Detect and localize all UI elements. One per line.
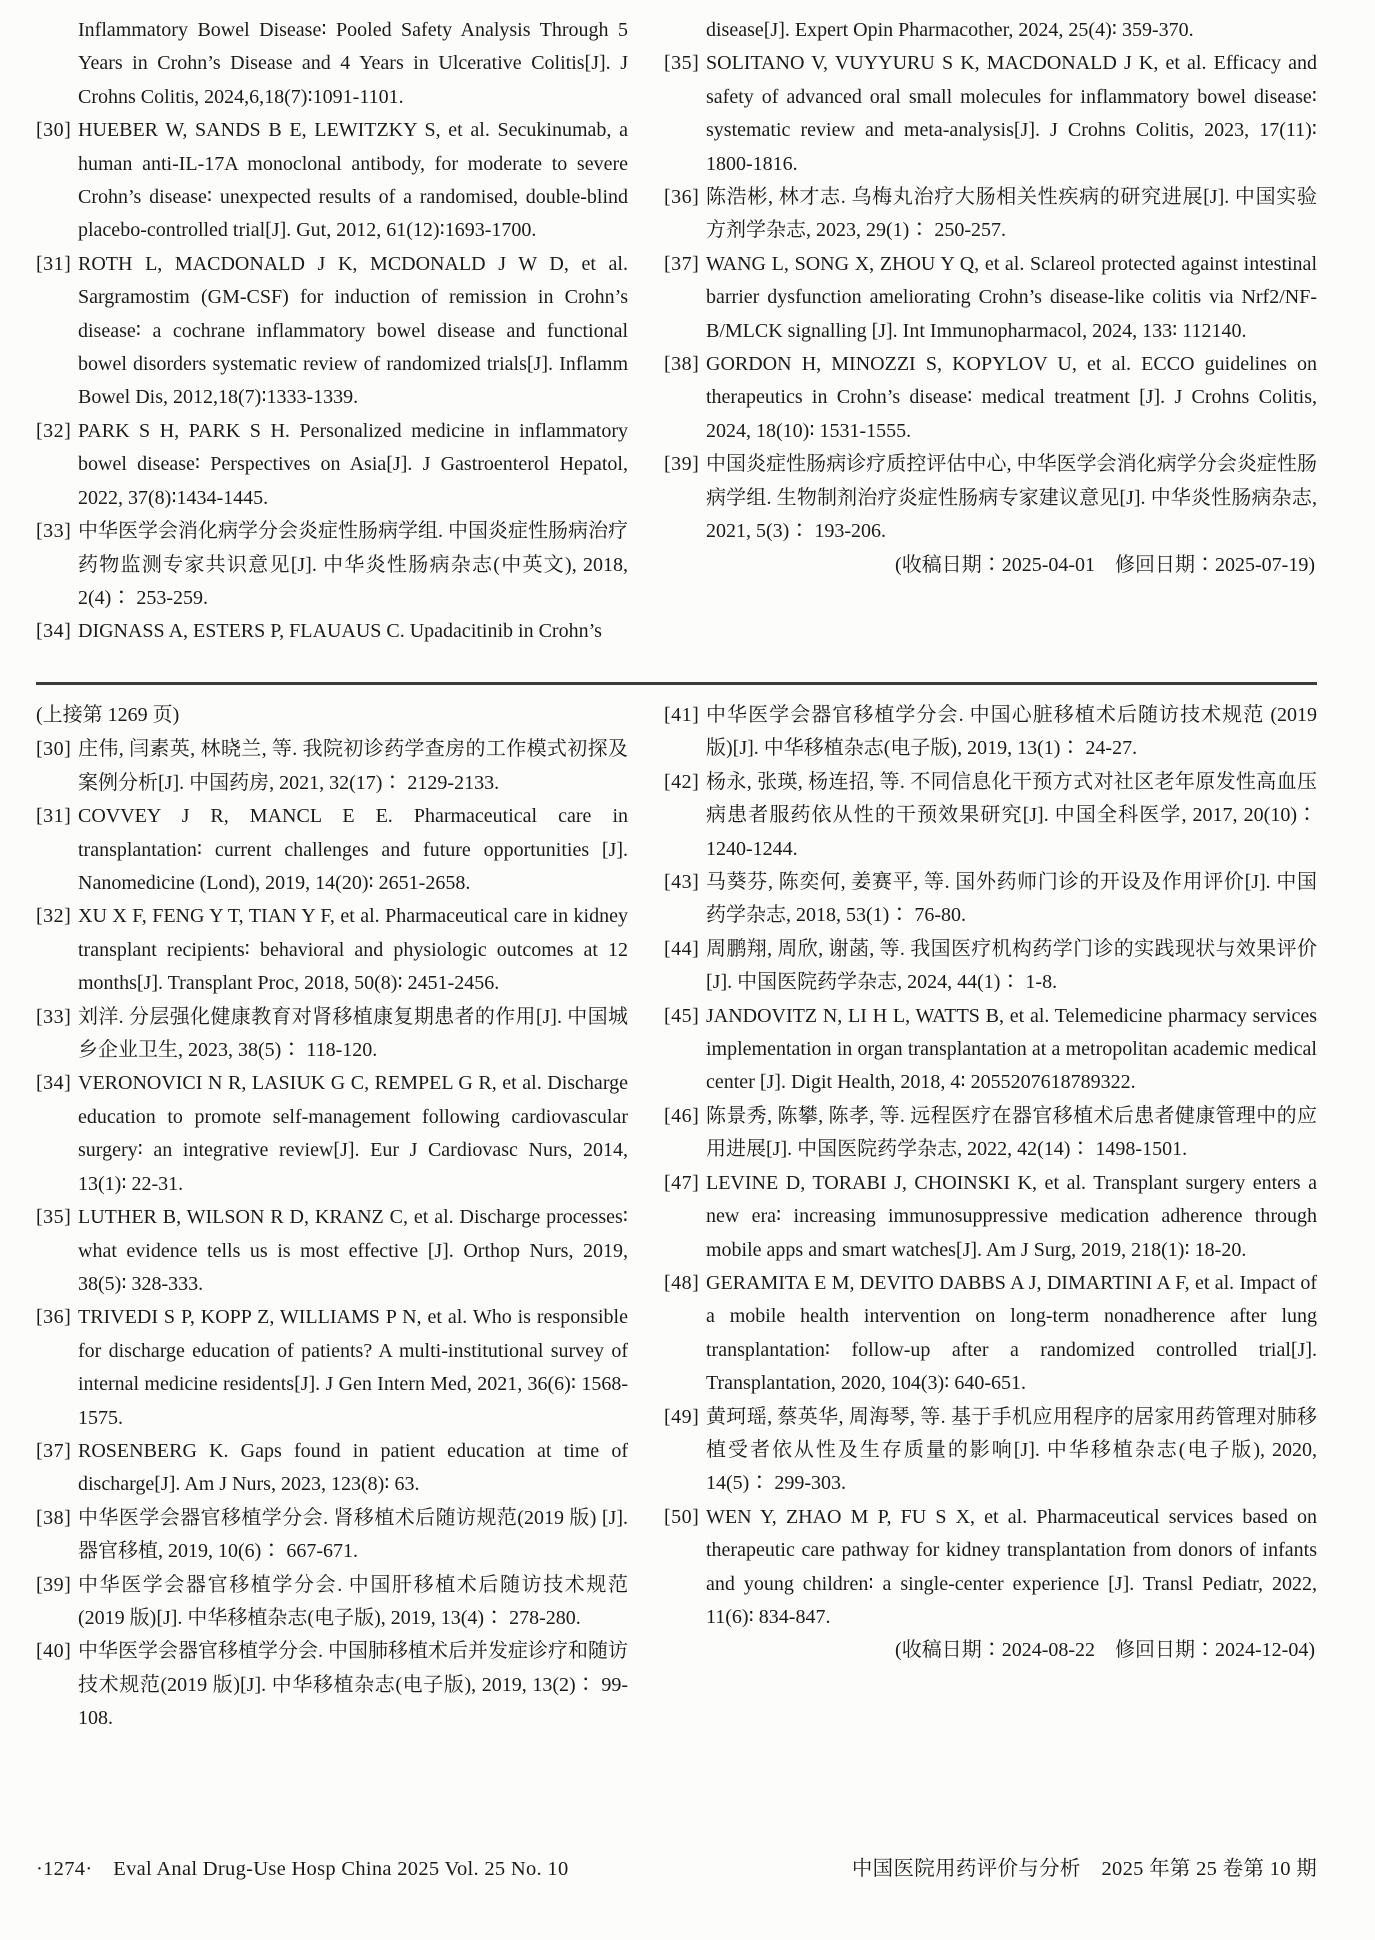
reference-number: [42] [664,770,700,793]
bottom-left-column [36,699,628,1791]
reference-number [664,14,706,47]
reference-item [664,1000,1317,1100]
references-section-bottom [36,699,1317,1791]
reference-number: [31] [36,805,72,828]
reference-text: WANG L, SONG X, ZHOU Y Q, et al. Sclareol protected against intestinal barrier dysfunction ameliorating Crohn’s disease-like colitis via Nrf2/NF-B/MLCK signalling [J]. Int Immunopharmacol, 2024, 133∶ 112140. [706,252,1317,342]
reference-item [664,1167,1317,1267]
reference-number: [39] [664,453,700,476]
reference-text: DIGNASS A, ESTERS P, FLAUAUS C. Upadacitinib in Crohn’s [78,620,602,643]
reference-text: WEN Y, ZHAO M P, FU S X, et al. Pharmaceutical services based on therapeutic care pathway for kidney transplantation from donors of infants and young children∶ a single-center experience [J]. Transl Pediatr, 2022, 11(6)∶ 834-847. [706,1505,1317,1628]
reference-text: TRIVEDI S P, KOPP Z, WILLIAMS P N, et al. Who is responsible for discharge education of patients? A multi-institutional survey of internal medicine residents[J]. J Gen Intern Med, 2021, 36(6)∶ 1568-1575. [78,1306,628,1429]
reference-list-bottom-right [664,699,1317,1634]
reference-text: 中国炎症性肠病诊疗质控评估中心, 中华医学会消化病学分会炎症性肠病学组. 生物制剂治疗炎症性肠病专家建议意见[J]. 中华炎性肠病杂志, 2021, 5(3)∶ 193-206. [706,453,1317,543]
reference-number: [30] [36,119,72,142]
reference-item [36,800,628,900]
reference-text: ROTH L, MACDONALD J K, MCDONALD J W D, et al. Sargramostim (GM-CSF) for induction of remission in Crohn’s disease∶ a cochrane inflammatory bowel disease and functional bowel disorders systematic review of randomized trials[J]. Inflamm Bowel Dis, 2012,18(7)∶1333-1339. [78,252,628,409]
reference-number [36,14,78,114]
reference-item [664,766,1317,866]
reference-number: [44] [664,937,700,960]
section-divider [36,682,1317,685]
reference-item [664,448,1317,548]
reference-number: [47] [664,1171,700,1194]
reference-item [36,1301,628,1435]
reference-item [36,1201,628,1301]
reference-number: [37] [36,1439,72,1462]
reference-number: [32] [36,905,72,928]
reference-text: 中华医学会消化病学分会炎症性肠病学组. 中国炎症性肠病治疗药物监测专家共识意见[J]. 中华炎性肠病杂志(中英文), 2018, 2(4)∶ 253-259. [78,520,628,609]
reference-item [664,1401,1317,1501]
reference-number: [35] [36,1206,72,1229]
reference-item [664,348,1317,448]
reference-number: [46] [664,1104,700,1127]
reference-item [664,181,1317,248]
reference-number: [48] [664,1271,700,1294]
reference-item [36,615,628,648]
reference-number: [33] [36,1005,72,1028]
reference-number: [30] [36,738,72,761]
page-footer [36,1853,1317,1886]
reference-item [664,248,1317,348]
reference-number: [41] [664,704,700,726]
received-revised-dates-top: (收稿日期∶2025-04-01 修回日期∶2025-07-19) [895,553,1315,576]
reference-text: 杨永, 张瑛, 杨连招, 等. 不同信息化干预方式对社区老年原发性高血压病患者服药依从性的干预效果研究[J]. 中国全科医学, 2017, 20(10)∶ 1240-1244. [706,770,1317,860]
reference-number: [37] [664,252,700,275]
reference-text: Inflammatory Bowel Disease∶ Pooled Safety Analysis Through 5 Years in Crohn’s Disease and 4 Years in Ulcerative Colitis[J]. J Crohns Colitis, 2024,6,18(7)∶1091-1101. [78,19,628,108]
reference-item [664,1501,1317,1635]
reference-item [664,866,1317,933]
footer-journal-cn-issue: 中国医院用药评价与分析 2025 年第 25 卷第 10 期 [851,1858,1317,1880]
reference-text: 周鹏翔, 周欣, 谢菡, 等. 我国医疗机构药学门诊的实践现状与效果评价[J]. 中国医院药学杂志, 2024, 44(1)∶ 1-8. [706,937,1317,994]
reference-item [664,47,1317,181]
reference-item [36,1569,628,1636]
reference-item [36,1635,628,1735]
reference-item [36,733,628,800]
reference-list-top-right [664,14,1317,549]
reference-number: [38] [36,1506,72,1529]
reference-text: GORDON H, MINOZZI S, KOPYLOV U, et al. ECCO guidelines on therapeutics in Crohn’s disease∶ medical treatment [J]. J Crohns Colitis, 2024, 18(10)∶ 1531-1555. [706,353,1317,442]
reference-item [36,900,628,1000]
reference-text: 陈浩彬, 林才志. 乌梅丸治疗大肠相关性疾病的研究进展[J]. 中国实验方剂学杂志, 2023, 29(1)∶ 250-257. [706,186,1317,242]
reference-item [36,415,628,515]
reference-text: LUTHER B, WILSON R D, KRANZ C, et al. Discharge processes∶ what evidence tells us is most effective [J]. Orthop Nurs, 2019, 38(5)∶ 328-333. [78,1206,628,1295]
reference-number: [31] [36,252,72,275]
reference-number: [34] [36,620,72,643]
reference-text: 中华医学会器官移植学分会. 肾移植术后随访规范(2019 版) [J]. 器官移植, 2019, 10(6)∶ 667-671. [78,1506,628,1563]
reference-text: XU X F, FENG Y T, TIAN Y F, et al. Pharmaceutical care in kidney transplant recipients∶ behavioral and physiologic outcomes at 12 months[J]. Transplant Proc, 2018, 50(8)∶ 2451-2456. [78,905,628,995]
reference-item [36,1067,628,1201]
reference-number: [36] [36,1306,72,1329]
reference-item [664,1100,1317,1167]
reference-text: SOLITANO V, VUYYURU S K, MACDONALD J K, et al. Efficacy and safety of advanced oral small molecules for inflammatory bowel disease∶ systematic review and meta-analysis[J]. J Crohns Colitis, 2023, 17(11)∶ 1800-1816. [706,52,1317,175]
reference-text: LEVINE D, TORABI J, CHOINSKI K, et al. Transplant surgery enters a new era∶ increasing immunosuppressive medication adherence through mobile apps and smart watches[J]. Am J Surg, 2019, 218(1)∶ 18-20. [706,1171,1317,1261]
reference-text: JANDOVITZ N, LI H L, WATTS B, et al. Telemedicine pharmacy services implementation in organ transplantation at a metropolitan academic medical center [J]. Digit Health, 2018, 4∶ 2055207618789322. [706,1004,1317,1094]
reference-text: HUEBER W, SANDS B E, LEWITZKY S, et al. Secukinumab, a human anti-IL-17A monoclonal antibody, for moderate to severe Crohn’s disease∶ unexpected results of a randomised, double-blind placebo-controlled trial[J]. Gut, 2012, 61(12)∶1693-1700. [78,119,628,242]
reference-item [664,14,1317,47]
continued-from-note: (上接第 1269 页) [36,704,180,726]
reference-item [664,1267,1317,1401]
reference-item [36,1001,628,1068]
reference-text: VERONOVICI N R, LASIUK G C, REMPEL G R, et al. Discharge education to promote self-management following cardiovascular surgery∶ an integrative review[J]. Eur J Cardiovasc Nurs, 2014, 13(1)∶ 22-31. [78,1072,628,1195]
reference-number: [35] [664,52,700,75]
reference-number: [34] [36,1072,72,1095]
reference-number: [39] [36,1573,72,1596]
reference-text: 中华医学会器官移植学分会. 中国心脏移植术后随访技术规范 (2019 版)[J]. 中华移植杂志(电子版), 2019, 13(1)∶ 24-27. [706,704,1317,760]
top-right-column [664,14,1317,682]
reference-text: disease[J]. Expert Opin Pharmacother, 2024, 25(4)∶ 359-370. [706,19,1194,41]
reference-number: [40] [36,1640,72,1663]
reference-item [36,515,628,615]
reference-item [664,933,1317,1000]
reference-text: 庄伟, 闫素英, 林晓兰, 等. 我院初诊药学查房的工作模式初探及案例分析[J]. 中国药房, 2021, 32(17)∶ 2129-2133. [78,738,628,794]
reference-item [36,114,628,248]
reference-list-top-left [36,14,628,649]
reference-number: [45] [664,1004,700,1027]
reference-item [36,1435,628,1502]
reference-text: GERAMITA E M, DEVITO DABBS A J, DIMARTINI A F, et al. Impact of a mobile health intervention on long-term nonadherence after lung transplantation∶ follow-up after a randomized controlled trial[J]. Transplantation, 2020, 104(3)∶ 640-651. [706,1271,1317,1395]
reference-number: [43] [664,871,700,894]
reference-item [664,699,1317,766]
bottom-right-column [664,699,1317,1791]
reference-text: 刘洋. 分层强化健康教育对肾移植康复期患者的作用[J]. 中国城乡企业卫生, 2023, 38(5)∶ 118-120. [78,1005,628,1062]
references-section-top [36,14,1317,682]
footer-page-number-journal-en: ·1274· Eval Anal Drug-Use Hosp China 2025 Vol. 25 No. 10 [36,1858,569,1880]
reference-item [36,14,628,114]
reference-text: 黄珂瑶, 蔡英华, 周海琴, 等. 基于手机应用程序的居家用药管理对肺移植受者依从性及生存质量的影响[J]. 中华移植杂志(电子版), 2020, 14(5)∶ 299-303. [706,1405,1317,1495]
reference-number: [36] [664,186,700,209]
reference-item [36,1502,628,1569]
reference-text: 马葵芬, 陈奕何, 姜赛平, 等. 国外药师门诊的开设及作用评价[J]. 中国药学杂志, 2018, 53(1)∶ 76-80. [706,871,1317,927]
reference-text: 中华医学会器官移植学分会. 中国肝移植术后随访技术规范 (2019 版)[J]. 中华移植杂志(电子版), 2019, 13(4)∶ 278-280. [78,1573,628,1629]
reference-item [36,248,628,415]
reference-text: PARK S H, PARK S H. Personalized medicine in inflammatory bowel disease∶ Perspectives on Asia[J]. J Gastroenterol Hepatol, 2022, 37(8)∶1434-1445. [78,419,628,509]
reference-text: ROSENBERG K. Gaps found in patient education at time of discharge[J]. Am J Nurs, 2023, 123(8)∶ 63. [78,1439,628,1496]
reference-text: COVVEY J R, MANCL E E. Pharmaceutical care in transplantation∶ current challenges and future opportunities [J]. Nanomedicine (Lond), 2019, 14(20)∶ 2651-2658. [78,805,628,895]
reference-text: 中华医学会器官移植学分会. 中国肺移植术后并发症诊疗和随访技术规范(2019 版)[J]. 中华移植杂志(电子版), 2019, 13(2)∶ 99-108. [78,1640,628,1730]
received-revised-dates-bottom: (收稿日期∶2024-08-22 修回日期∶2024-12-04) [895,1639,1315,1662]
top-left-column [36,14,628,682]
reference-text: 陈景秀, 陈攀, 陈孝, 等. 远程医疗在器官移植术后患者健康管理中的应用进展[J]. 中国医院药学杂志, 2022, 42(14)∶ 1498-1501. [706,1104,1317,1161]
reference-number: [32] [36,419,72,442]
reference-number: [33] [36,520,72,543]
reference-list-bottom-left [36,733,628,1735]
reference-number: [49] [664,1405,700,1428]
reference-number: [50] [664,1505,700,1528]
reference-number: [38] [664,353,700,376]
